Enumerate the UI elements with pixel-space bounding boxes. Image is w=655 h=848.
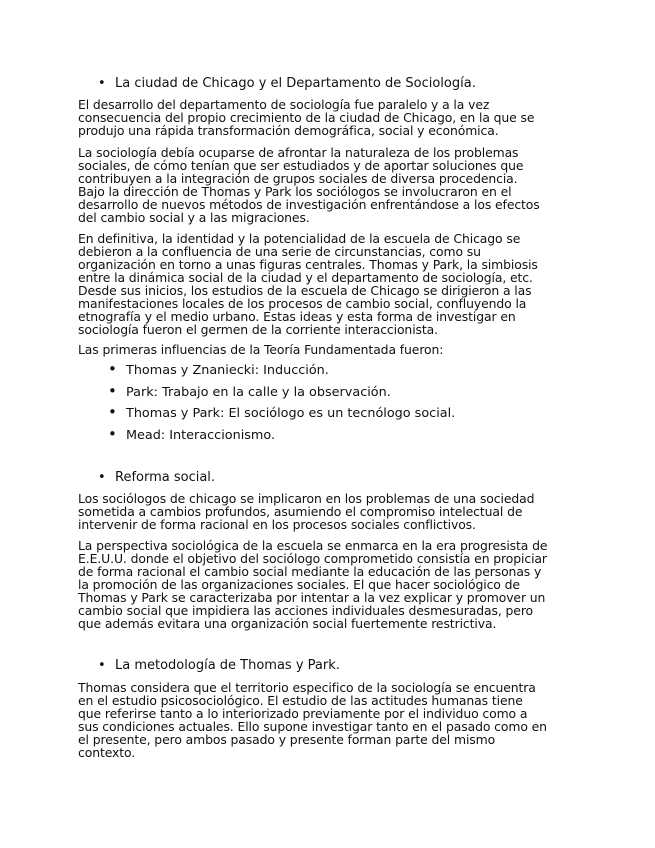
paragraph: Las primeras influencias de la Teoría Fundamentada fueron: xyxy=(78,342,444,357)
paragraph: En definitiva, la identidad y la potencialidad de la escuela de Chicago se debieron a la confluencia de una serie de circunstancias, como su organización en torno a unas figuras centrales. Thomas y Park, la simbiosis entre la dinámica social de la ciudad y el departamento de sociología, etc. Desde sus inicios, los estudios de la escuela de Chicago se dirigieron a las manifestaciones locales de los procesos de cambio social, confluyendo la etnografía y el medio urbano. Estas ideas y esta forma de investigar en sociología fueron el germen de la corriente interaccionista. xyxy=(78,231,538,337)
paragraph: El desarrollo del departamento de sociología fue paralelo y a la vez consecuencia del propio crecimiento de la ciudad de Chicago, en la que se produjo una rápida transformación demográfica, social y económica. xyxy=(78,97,535,138)
section-heading: • Reforma social. xyxy=(98,470,216,485)
list-item: • Thomas y Park: El sociólogo es un tecnólogo social. xyxy=(108,403,456,421)
bullet-icon: • xyxy=(98,658,106,673)
list-item: • Mead: Interaccionismo. xyxy=(108,424,276,443)
bullet-icon: • xyxy=(108,424,117,443)
list-item: • Park: Trabajo en la calle y la observación. xyxy=(108,381,391,400)
bullet-icon: • xyxy=(98,470,106,485)
paragraph: Los sociólogos de chicago se implicaron en los problemas de una sociedad sometida a cambios profundos, asumiendo el compromiso intelectual de intervenir de forma racional en los procesos sociales conflictivos. xyxy=(78,491,535,532)
influences-list xyxy=(108,361,455,447)
bullet-icon: • xyxy=(108,403,117,421)
bullet-icon: • xyxy=(98,76,106,91)
list-item: • Thomas y Znaniecki: Inducción. xyxy=(108,360,329,378)
bullet-icon: • xyxy=(108,360,117,378)
paragraph: Thomas considera que el territorio especifico de la sociología se encuentra en el estudio psicosociológico. El estudio de las actitudes humanas tiene que referirse tanto a lo interiorizado previamente por el individuo como a sus condiciones actuales. Ello supone investigar tanto en el pasado como en el presente, pero ambos pasado y presente forman parte del mismo contexto. xyxy=(78,680,547,760)
paragraph: La sociología debía ocuparse de afrontar la naturaleza de los problemas sociales, de cómo tenían que ser estudiados y de aportar soluciones que contribuyen a la integración de grupos sociales de diversa procedencia. Bajo la dirección de Thomas y Park los sociólogos se involucraron en el desarrollo de nuevos métodos de investigación enfrentándose a los efectos del cambio social y a las migraciones. xyxy=(78,145,540,225)
bullet-icon: • xyxy=(108,381,117,400)
section-heading: • La ciudad de Chicago y el Departamento de Sociología. xyxy=(98,76,476,91)
section-heading: • La metodología de Thomas y Park. xyxy=(98,658,340,673)
paragraph: La perspectiva sociológica de la escuela se enmarca en la era progresista de E.E.U.U. donde el objetivo del sociólogo comprometido consistía en propiciar de forma racional el cambio social mediante la educación de las personas y la promoción de las organizaciones sociales. El que hacer sociológico de Thomas y Park se caracterizaba por intentar a la vez explicar y promover un cambio social que impidiera las acciones individuales desmesuradas, pero que además evitara una organización social fuertemente restrictiva. xyxy=(78,538,548,631)
